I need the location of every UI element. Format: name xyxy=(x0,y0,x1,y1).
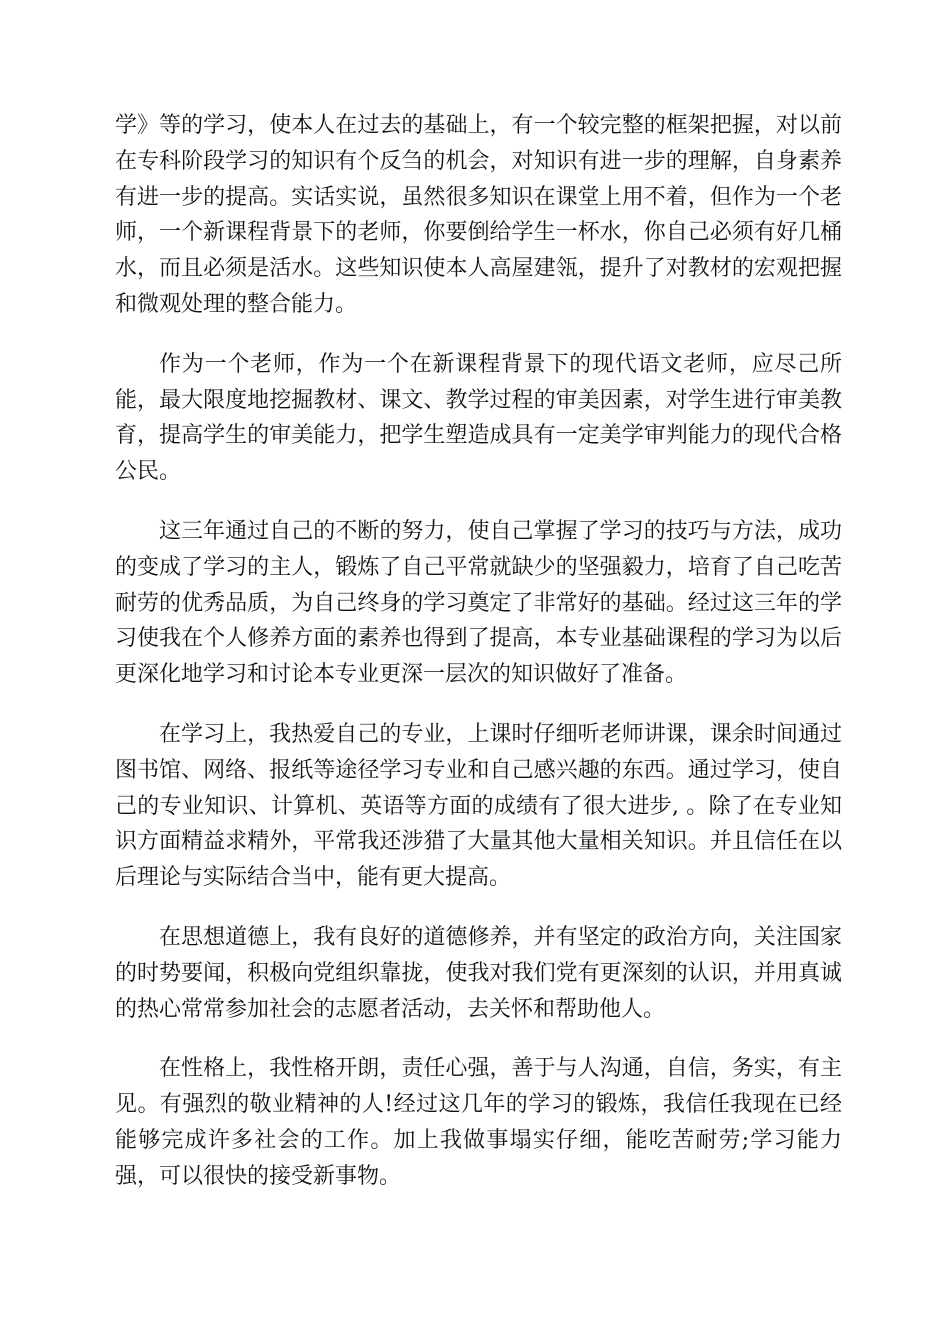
paragraph-ideology-morality: 在思想道德上，我有良好的道德修养，并有坚定的政治方向，关注国家的时势要闻，积极向党组织靠拢，使我对我们党有更深刻的认识，并用真诚的热心常常参加社会的志愿者活动，去关怀和帮助他人。 xyxy=(115,924,842,1022)
paragraph-study: 在学习上，我热爱自己的专业，上课时仔细听老师讲课，课余时间通过图书馆、网络、报纸等途径学习专业和自己感兴趣的东西。通过学习，使自己的专业知识、计算机、英语等方面的成绩有了很大进步, 。除了在专业知识方面精益求精外，平常我还涉猎了大量其他大量相关知识。并且信任在以后理论与实际结合当中，能有更大提高。 xyxy=(115,721,842,891)
paragraph-continuation: 学》等的学习，使本人在过去的基础上，有一个较完整的框架把握，对以前在专科阶段学习的知识有个反刍的机会，对知识有进一步的理解，自身素养有进一步的提高。实话实说，虽然很多知识在课堂上用不着，但作为一个老师，一个新课程背景下的老师，你要倒给学生一杯水，你自己必须有好几桶水，而且必须是活水。这些知识使本人高屋建瓴，提升了对教材的宏观把握和微观处理的整合能力。 xyxy=(115,113,842,317)
paragraph-personality: 在性格上，我性格开朗，责任心强，善于与人沟通，自信，务实，有主见。有强烈的敬业精神的人!经过这几年的学习的锻炼，我信任我现在已经能够完成许多社会的工作。加上我做事塌实仔细，能吃苦耐劳;学习能力强，可以很快的接受新事物。 xyxy=(115,1056,842,1189)
paragraph-aesthetic-education: 作为一个老师，作为一个在新课程背景下的现代语文老师，应尽己所能，最大限度地挖掘教材、课文、教学过程的审美因素，对学生进行审美教育，提高学生的审美能力，把学生塑造成具有一定美学审判能力的现代合格公民。 xyxy=(115,351,842,485)
paragraph-three-years-effort: 这三年通过自己的不断的努力，使自己掌握了学习的技巧与方法，成功的变成了学习的主人，锻炼了自己平常就缺少的坚强毅力，培育了自己吃苦耐劳的优秀品质，为自己终身的学习奠定了非常好的基础。经过这三年的学习使我在个人修养方面的素养也得到了提高，本专业基础课程的学习为以后更深化地学习和讨论本专业更深一层次的知识做好了准备。 xyxy=(115,518,842,688)
